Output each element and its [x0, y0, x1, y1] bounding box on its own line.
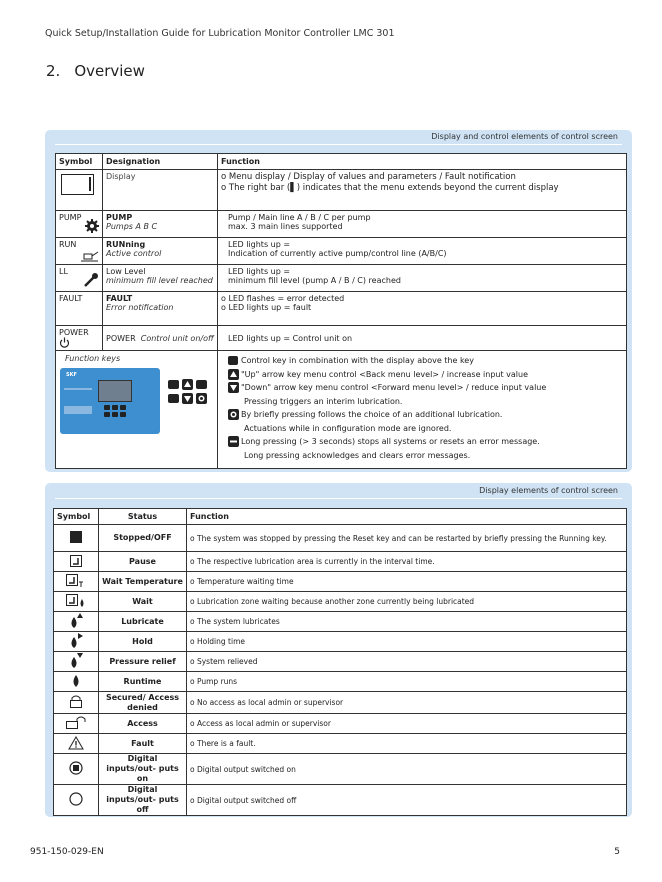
panel-caption: Display and control elements of control screen [431, 132, 618, 141]
section-number: 2. [46, 62, 61, 80]
status-label: Stopped/OFF [99, 525, 187, 552]
col-status: Status [99, 509, 187, 525]
function-key-text: Long pressing (> 3 seconds) stops all systems or resets an error message. [241, 437, 540, 446]
table-row [56, 326, 627, 351]
status-label: Pressure relief [99, 652, 187, 672]
function-line: o The right bar (▌) indicates that the menu extends beyond the current display [221, 183, 623, 194]
designation-sub: Control unit on/off [140, 333, 214, 343]
wait-temperature-icon [66, 574, 86, 588]
symbol-label: PUMP [59, 213, 82, 222]
designation-text: FAULT [106, 294, 133, 303]
digital-off-icon [69, 792, 83, 806]
stopped-icon [70, 531, 82, 543]
oil-can-icon [81, 250, 99, 262]
controller-device-image: SKF [60, 368, 160, 434]
function-key-text: "Down" arrow key menu control <Forward menu level> / reduce input value [241, 383, 547, 392]
col-symbol: Symbol [56, 154, 103, 170]
status-function: o The system was stopped by pressing the Reset key and can be restarted by briefly pressing the Running key. [187, 525, 627, 552]
status-function: o Lubrication zone waiting because another zone currently being lubricated [187, 592, 627, 612]
hold-icon [68, 633, 84, 649]
table-row [56, 265, 627, 292]
table-row [56, 292, 627, 326]
designation-sub: Error notification [106, 303, 174, 312]
status-label: Pause [99, 552, 187, 572]
status-label: Wait Temperature [99, 572, 187, 592]
col-function: Function [218, 154, 627, 170]
function-key-text: "Up" arrow key menu control <Back menu level> / increase input value [241, 369, 529, 379]
table-row [54, 652, 627, 672]
symbol-label: POWER [59, 328, 89, 337]
designation-sub: Pumps A B C [106, 222, 158, 231]
page-header: Quick Setup/Installation Guide for Lubrication Monitor Controller LMC 301 [45, 28, 395, 39]
pressure-relief-icon [68, 653, 84, 669]
status-label: Access [99, 714, 187, 734]
table-row [54, 572, 627, 592]
status-function: o Digital output switched off [187, 785, 627, 816]
function-line: o Menu display / Display of values and parameters / Fault notification [221, 172, 623, 183]
power-icon [59, 337, 70, 348]
wait-icon [66, 594, 86, 608]
digital-on-icon [69, 761, 83, 775]
designation-text: POWER [106, 333, 136, 343]
down-arrow-key-icon [228, 382, 239, 393]
doc-number: 951-150-029-EN [30, 847, 104, 857]
status-label: Digital inputs/out- puts off [99, 785, 187, 816]
function-key-text: Actuations while in configuration mode are ignored. [244, 423, 452, 433]
table-row [54, 692, 627, 714]
section-heading: Overview [74, 62, 145, 80]
status-label: Lubricate [99, 612, 187, 632]
symbol-label: FAULT [59, 294, 83, 303]
symbol-label: RUN [59, 240, 77, 249]
status-label: Secured/ Access denied [99, 692, 187, 714]
status-function: o No access as local admin or supervisor [187, 692, 627, 714]
fault-icon [68, 736, 84, 750]
lock-open-icon [66, 716, 86, 729]
gear-icon [85, 219, 99, 233]
function-line: Pump / Main line A / B / C per pump [228, 213, 371, 222]
symbol-label: LL [59, 267, 68, 276]
status-function: o The respective lubrication area is currently in the interval time. [187, 552, 627, 572]
function-key-text: Pressing triggers an interim lubrication. [244, 396, 403, 406]
function-line: LED lights up = [228, 267, 291, 276]
display-icon [61, 174, 95, 196]
col-function: Function [187, 509, 627, 525]
designation-sub: minimum fill level reached [106, 276, 213, 285]
lubricate-icon [68, 613, 84, 629]
function-line: LED lights up = [228, 240, 291, 249]
status-function: o Holding time [187, 632, 627, 652]
status-label: Hold [99, 632, 187, 652]
table-row [56, 238, 627, 265]
control-key-icon [228, 356, 238, 365]
runtime-icon [70, 674, 82, 688]
function-line: Indication of currently active pump/control line (A/B/C) [228, 249, 447, 258]
function-line: LED lights up = Control unit on [228, 333, 353, 343]
table-row [54, 714, 627, 734]
lock-closed-icon [70, 695, 82, 708]
device-keys-zoom [166, 378, 210, 408]
page-number: 5 [614, 847, 620, 857]
table-row [56, 170, 627, 211]
section-title [46, 62, 145, 80]
status-label: Runtime [99, 672, 187, 692]
status-label: Wait [99, 592, 187, 612]
function-line: o LED flashes = error detected [221, 294, 623, 303]
function-key-text: Control key in combination with the display above the key [241, 356, 474, 365]
table-row [54, 734, 627, 754]
status-function: o There is a fault. [187, 734, 627, 754]
table-row [54, 552, 627, 572]
status-function: o Digital output switched on [187, 754, 627, 785]
pause-icon [70, 555, 82, 567]
designation-text: RUNning [106, 240, 146, 249]
table-row [54, 612, 627, 632]
reset-key-icon [228, 436, 239, 447]
function-keys-label: Function keys [65, 354, 121, 363]
status-function: o System relieved [187, 652, 627, 672]
col-designation: Designation [103, 154, 218, 170]
table-row [56, 211, 627, 238]
running-key-icon [228, 409, 239, 420]
designation-sub: Active control [106, 249, 162, 258]
function-line: minimum fill level (pump A / B / C) reached [228, 276, 401, 285]
panel-caption: Display elements of control screen [479, 486, 618, 495]
status-function: o Pump runs [187, 672, 627, 692]
status-function: o Access as local admin or supervisor [187, 714, 627, 734]
table-row [54, 672, 627, 692]
status-label: Fault [99, 734, 187, 754]
table-row [54, 632, 627, 652]
function-line: max. 3 main lines supported [228, 222, 343, 231]
col-symbol: Symbol [54, 509, 99, 525]
function-key-text: Long pressing acknowledges and clears error messages. [244, 450, 471, 460]
designation-text: Low Level [106, 267, 146, 276]
designation-text: Display [106, 172, 136, 181]
function-key-text: By briefly pressing follows the choice of an additional lubrication. [241, 410, 503, 419]
table-row [54, 754, 627, 785]
function-line: o LED lights up = fault [221, 303, 623, 312]
designation-text: PUMP [106, 213, 133, 222]
status-label: Digital inputs/out- puts on [99, 754, 187, 785]
status-function: o The system lubricates [187, 612, 627, 632]
table-row [54, 592, 627, 612]
display-elements-table [53, 508, 627, 816]
table-row [54, 785, 627, 816]
table-row [54, 525, 627, 552]
up-arrow-key-icon [228, 369, 239, 380]
wrench-icon [83, 272, 99, 288]
status-function: o Temperature waiting time [187, 572, 627, 592]
